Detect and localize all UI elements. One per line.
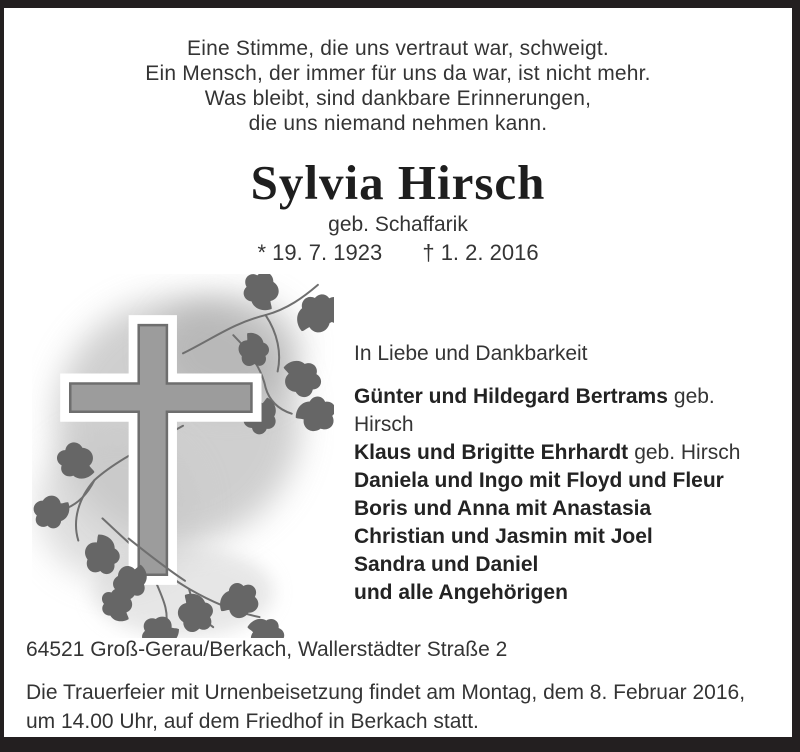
mourner-name: und alle Angehörigen — [354, 581, 568, 604]
funeral-info-line: um 14.00 Uhr, auf dem Friedhof in Berkach statt. — [26, 710, 479, 733]
cross-with-ivy-icon — [32, 274, 334, 638]
verse-line: Eine Stimme, die uns vertraut war, schweigt. — [187, 37, 609, 60]
verse-line: Was bleibt, sind dankbare Erinnerungen, — [204, 87, 592, 110]
funeral-info — [26, 678, 788, 736]
mourner-name: Daniela und Ingo mit Floyd und Fleur — [354, 469, 724, 492]
mourner-name: Sandra und Daniel — [354, 553, 539, 576]
mourner-suffix: geb. Hirsch — [634, 441, 741, 464]
mourner-name: Boris und Anna mit Anastasia — [354, 497, 652, 520]
mourner-suffix: geb. Hirsch — [354, 385, 715, 436]
deceased-maiden-name: geb. Schaffarik — [328, 213, 468, 236]
birth-date: * 19. 7. 1923 — [257, 240, 383, 265]
deceased-name: Sylvia Hirsch — [250, 155, 546, 210]
tribute-heading: In Liebe und Dankbarkeit — [354, 342, 588, 365]
mourner-row — [354, 467, 774, 495]
mourner-name: Christian und Jasmin mit Joel — [354, 525, 653, 548]
mourner-row — [354, 551, 774, 579]
funeral-info-line: Die Trauerfeier mit Urnenbeisetzung findet am Montag, dem 8. Februar 2016, — [26, 681, 746, 704]
death-date: † 1. 2. 2016 — [422, 240, 539, 265]
address-line: 64521 Groß-Gerau/Berkach, Wallerstädter Straße 2 — [26, 638, 508, 661]
verse-line: Ein Mensch, der immer für uns da war, ist nicht mehr. — [145, 62, 651, 85]
mourners-list — [354, 383, 774, 607]
mourner-row — [354, 383, 774, 439]
mourner-name: Klaus und Brigitte Ehrhardt — [354, 441, 629, 464]
memorial-verse — [4, 36, 792, 136]
tribute-section — [354, 342, 774, 607]
mourner-row — [354, 579, 774, 607]
life-dates — [4, 240, 792, 266]
mourner-row — [354, 495, 774, 523]
mourner-name: Günter und Hildegard Bertrams — [354, 385, 668, 408]
mourner-row — [354, 439, 774, 467]
verse-line: die uns niemand nehmen kann. — [248, 112, 548, 135]
mourner-row — [354, 523, 774, 551]
